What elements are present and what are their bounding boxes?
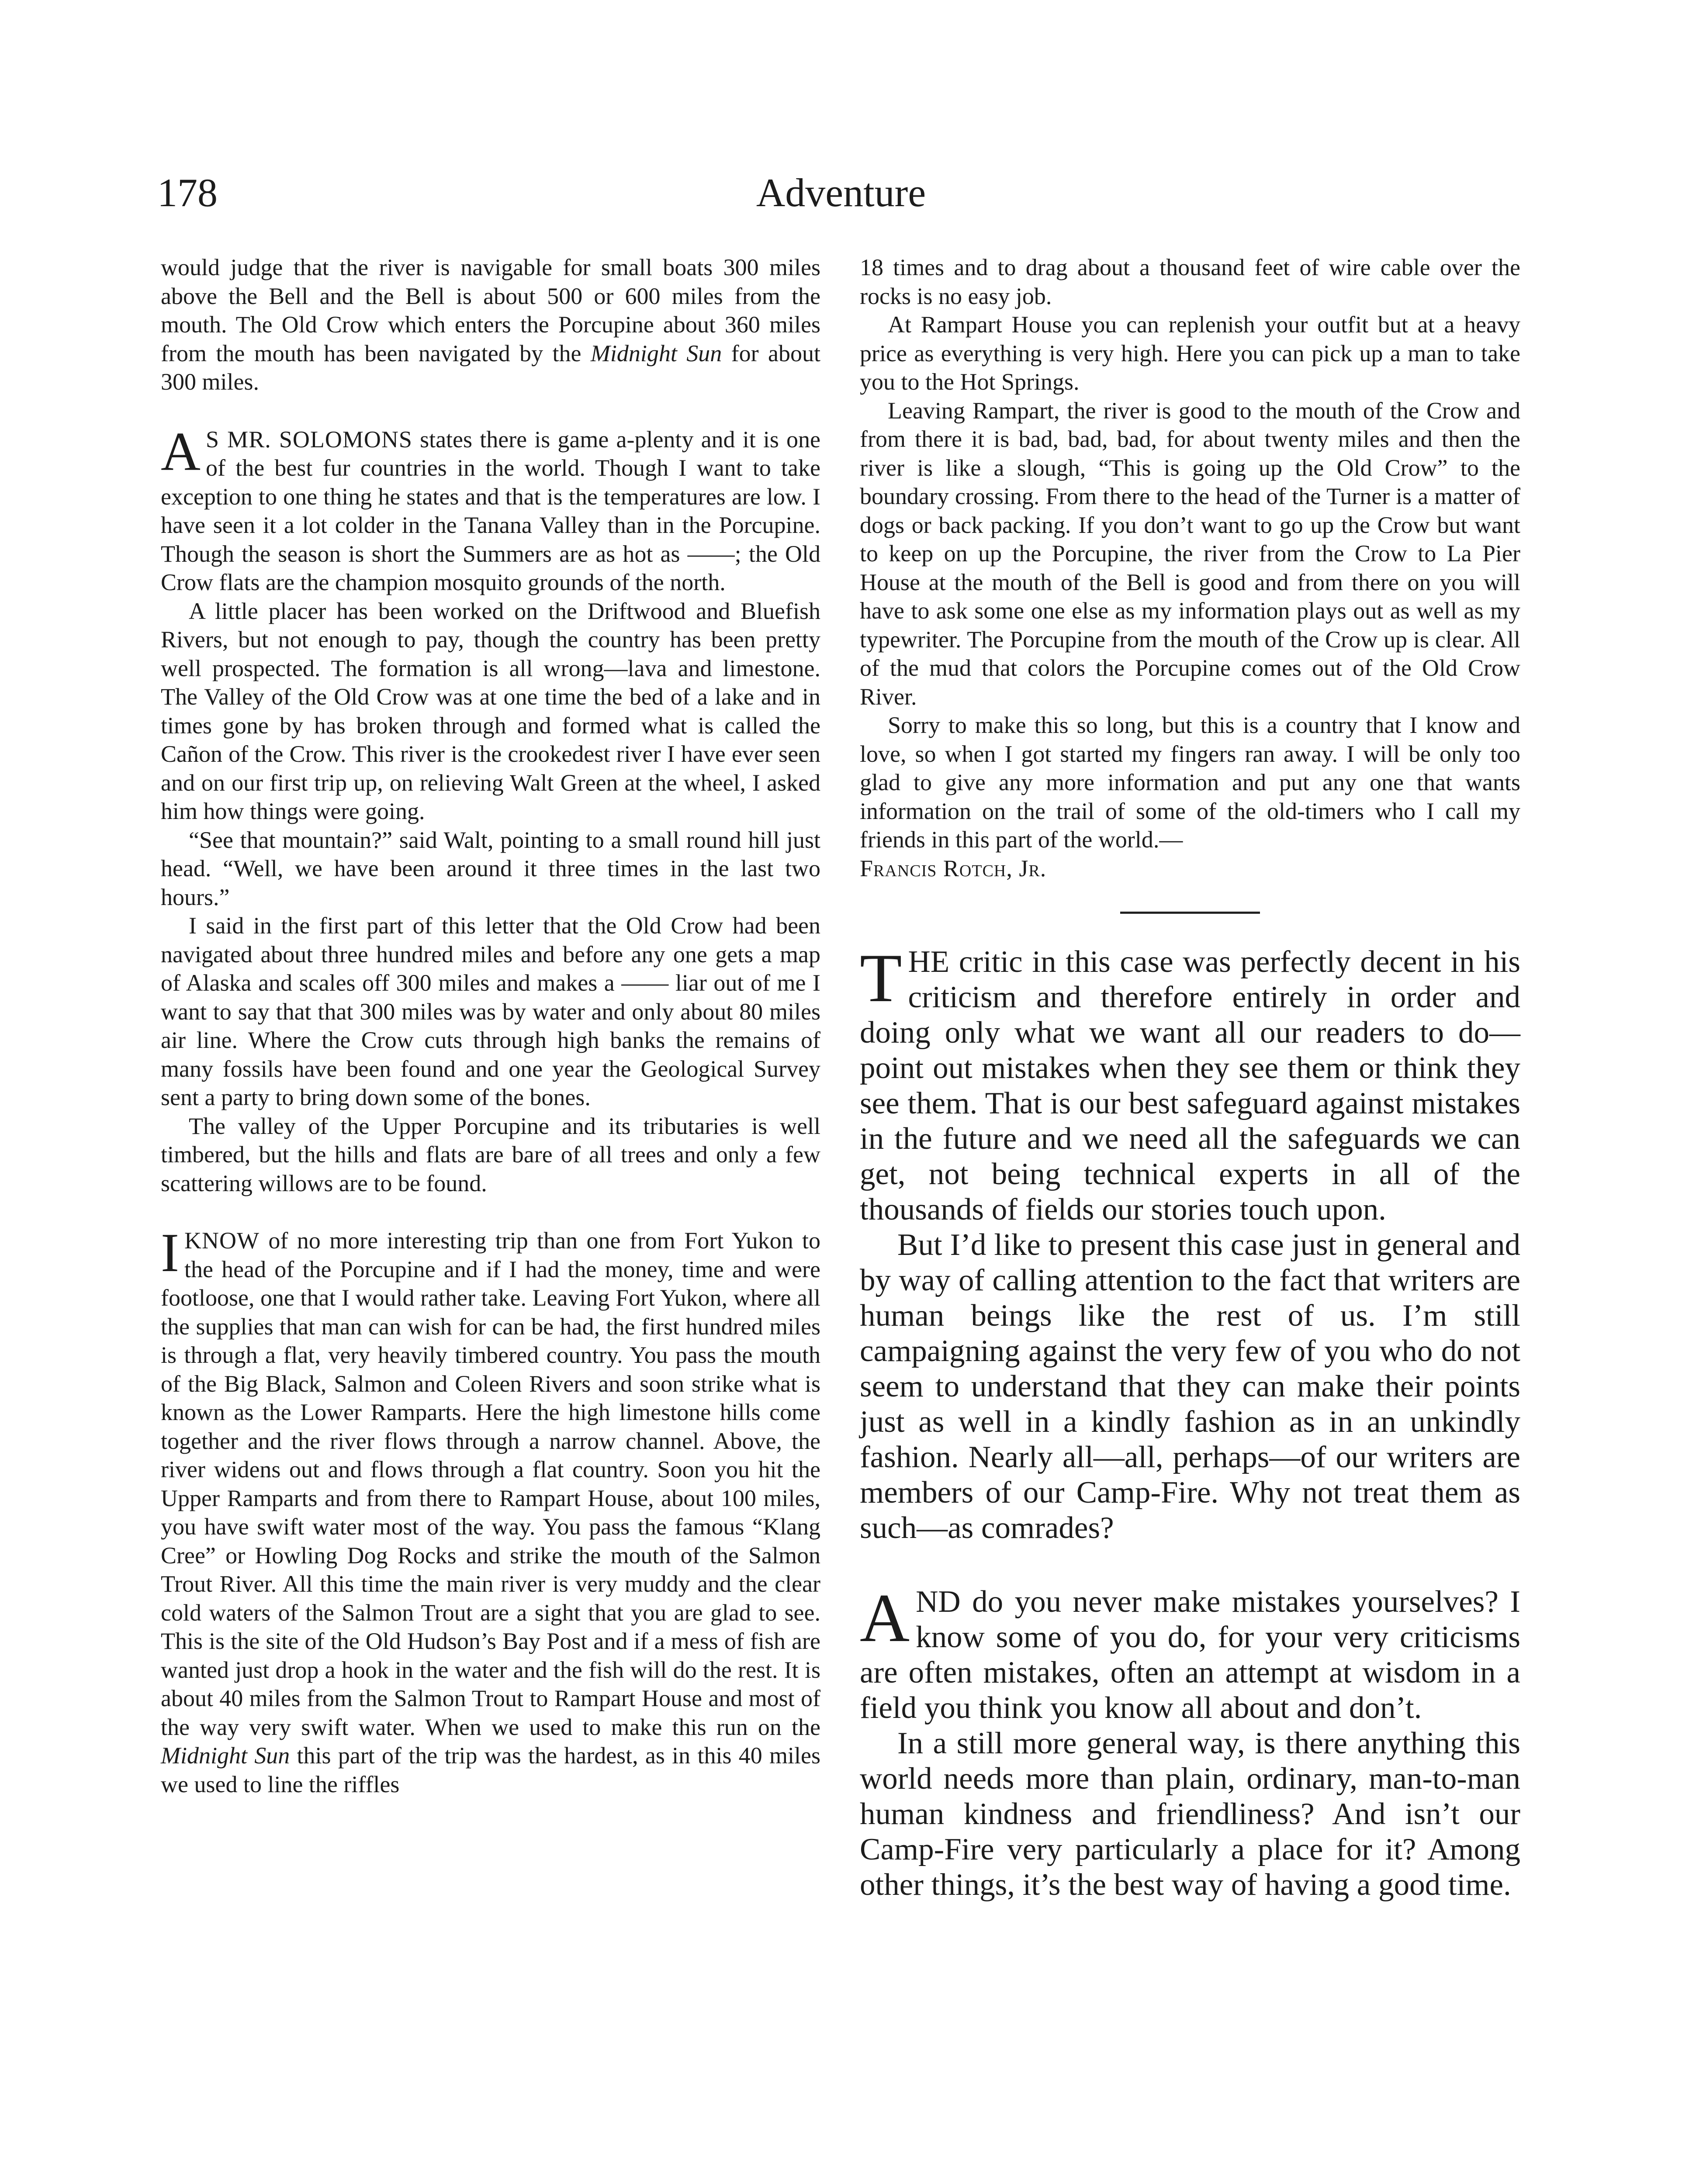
lead-in-text: HE bbox=[908, 945, 950, 979]
paragraph-with-drop-cap bbox=[860, 1580, 1520, 1726]
section-gap bbox=[161, 1198, 820, 1227]
lead-in-text: KNOW bbox=[184, 1227, 260, 1254]
right-column bbox=[860, 253, 1520, 1903]
paragraph: 18 times and to drag about a thousand feet of wire cable over the rocks is no easy job. bbox=[860, 254, 1520, 309]
paragraph-text: of no more interesting trip than one from Fort Yukon to the head of the Porcupine and if I had the money, time and were footloose, one that I would rather take. Leaving Fort Yukon, where all the supplies that man can wish for can be had, the first hundred miles is through a flat, very heavily timbered country. You pass the mouth of the Big Black, Salmon and Coleen Rivers and soon strike what is known as the Lower Ramparts. Here the high limestone hills come together and the river flows through a narrow channel. Above, the river widens out and flows through a flat country. Soon you hit the Upper Ramparts and from there to Rampart House, about 100 miles, you have swift water most of the way. You pass the famous “Klang Cree” or Howling Dog Rocks and strike the mouth of the Salmon Trout River. All this time the main river is very muddy and the clear cold waters of the Salmon Trout are a sight that you are glad to see. This is the site of the Old Hudson’s Bay Post and if a mess of fish are wanted just drop a hook in the water and the fish will do the rest. It is about 40 miles from the Salmon Trout to Rampart House and most of the way very swift water. When we used to make this run on the Midnight Sun this part of the trip was the hardest, as in this 40 miles we used to line the riffles bbox=[161, 1227, 820, 1797]
paragraph: Leaving Rampart, the river is good to the mouth of the Crow and from there it is bad, bad, bad, for about twenty miles and then the river is like a slough, “This is going up the Old Crow” to the boundary crossing. From there to the head of the Turner is a matter of dogs or back packing. If you don’t want to go up the Crow but want to keep on up the Porcupine, the river from the Crow to La Pier House at the mouth of the Bell is good and from there on you will have to ask some one else as my information plays out as well as my typewriter. The Porcupine from the mouth of the Crow up is clear. All of the mud that colors the Porcupine comes out of the Old Crow River. bbox=[860, 397, 1520, 710]
ship-name: Midnight Sun bbox=[590, 340, 722, 366]
ship-name: Midnight Sun bbox=[161, 1742, 290, 1769]
lead-in-text: S MR. SOLOMONS bbox=[206, 426, 412, 453]
drop-cap: A bbox=[860, 1580, 910, 1656]
left-column bbox=[161, 253, 820, 1799]
paragraph-text: critic in this case was perfectly decent in his criticism and therefore entirely in order and doing only what we want all our readers to do—point out mistakes when they see them or think they see them. That is our best safeguard against mistakes in the future and we need all the safeguards we can get, not being technical experts in all of the thousands of fields our stories touch upon. bbox=[860, 945, 1520, 1227]
paragraph: In a still more general way, is there anything this world needs more than plain, ordinary, man-to-man human kindness and friendliness? And isn’t our Camp-Fire very particularly a place for it? Among other things, it’s the best way of having a good time. bbox=[860, 1726, 1520, 1902]
section-gap bbox=[860, 1546, 1520, 1584]
paragraph: But I’d like to present this case just in general and by way of calling attention to the fact that writers are human beings like the rest of us. I’m still campaigning against the very few of you who do not seem to understand that they can make their points just as well in a kindly fashion as in an unkindly fashion. Nearly all—all, perhaps—of our writers are members of our Camp-Fire. Why not treat them as such—as comrades? bbox=[860, 1228, 1520, 1545]
paragraph: Sorry to make this so long, but this is a country that I know and love, so when I got started my fingers ran away. I will be only too glad to give any more information and put any one that wants information on the trail of some of the old-timers who I call my friends in this part of the world.— bbox=[860, 712, 1520, 853]
paragraph: I said in the first part of this letter that the Old Crow had been navigated about three hundred miles and before any one gets a map of Alaska and scales off 300 miles and makes a —— liar out of me I want to say that that 300 miles was by water and only about 80 miles air line. Where the Crow cuts through high banks the remains of many fossils have been found and one year the Geological Survey sent a party to bring down some of the bones. bbox=[161, 912, 820, 1110]
paragraph-with-drop-cap bbox=[161, 421, 820, 597]
paragraph: The valley of the Upper Porcupine and its tributaries is well timbered, but the hills and flats are bare of all trees and only a few scattering willows are to be found. bbox=[161, 1113, 820, 1196]
paragraph: A little placer has been worked on the Driftwood and Bluefish Rivers, but not enough to pay, though the country has been pretty well prospected. The formation is all wrong—lava and limestone. The Valley of the Old Crow was at one time the bed of a lake and in times gone by has broken through and formed what is called the Cañon of the Crow. This river is the crookedest river I have ever seen and on our first trip up, on relieving Walt Green at the wheel, I asked him how things were going. bbox=[161, 598, 820, 824]
paragraph-with-drop-cap bbox=[860, 940, 1520, 1227]
letter-signature: Francis Rotch, Jr. bbox=[860, 855, 1047, 881]
paragraph: “See that mountain?” said Walt, pointing to a small round hill just head. “Well, we have been around it three times in the last two hours.” bbox=[161, 826, 820, 910]
running-head-title: Adventure bbox=[756, 170, 926, 215]
drop-cap: A bbox=[161, 421, 201, 482]
lead-in-text: ND bbox=[916, 1585, 961, 1619]
paragraph-with-drop-cap bbox=[161, 1223, 820, 1799]
section-divider bbox=[1120, 912, 1260, 914]
drop-cap: T bbox=[860, 940, 902, 1016]
page-number: 178 bbox=[157, 170, 218, 215]
paragraph: would judge that the river is navigable for small boats 300 miles above the Bell and the Bell is about 500 or 600 miles from the mouth. The Old Crow which enters the Porcupine about 360 miles from the mouth has been navigated by the Midnight Sun for about 300 miles. bbox=[161, 254, 821, 395]
drop-cap: I bbox=[161, 1223, 179, 1283]
paragraph-text: do you never make mistakes yourselves? I know some of you do, for your very criticisms are often mistakes, often an attempt at wisdom in a field you think you know all about and don’t. bbox=[860, 1585, 1520, 1725]
paragraph-text: states there is game a-plenty and it is one of the best fur countries in the world. Though I want to take exception to one thing he states and that is the temperatures are low. I have seen it a lot colder in the Tanana Valley than in the Porcupine. Though the season is short the Summers are as hot as ——; the Old Crow flats are the champion mosquito grounds of the north. bbox=[161, 426, 820, 595]
paragraph: At Rampart House you can replenish your outfit but at a heavy price as everything is very high. Here you can pick up a man to take you to the Hot Springs. bbox=[860, 311, 1520, 395]
section-gap bbox=[161, 397, 820, 425]
